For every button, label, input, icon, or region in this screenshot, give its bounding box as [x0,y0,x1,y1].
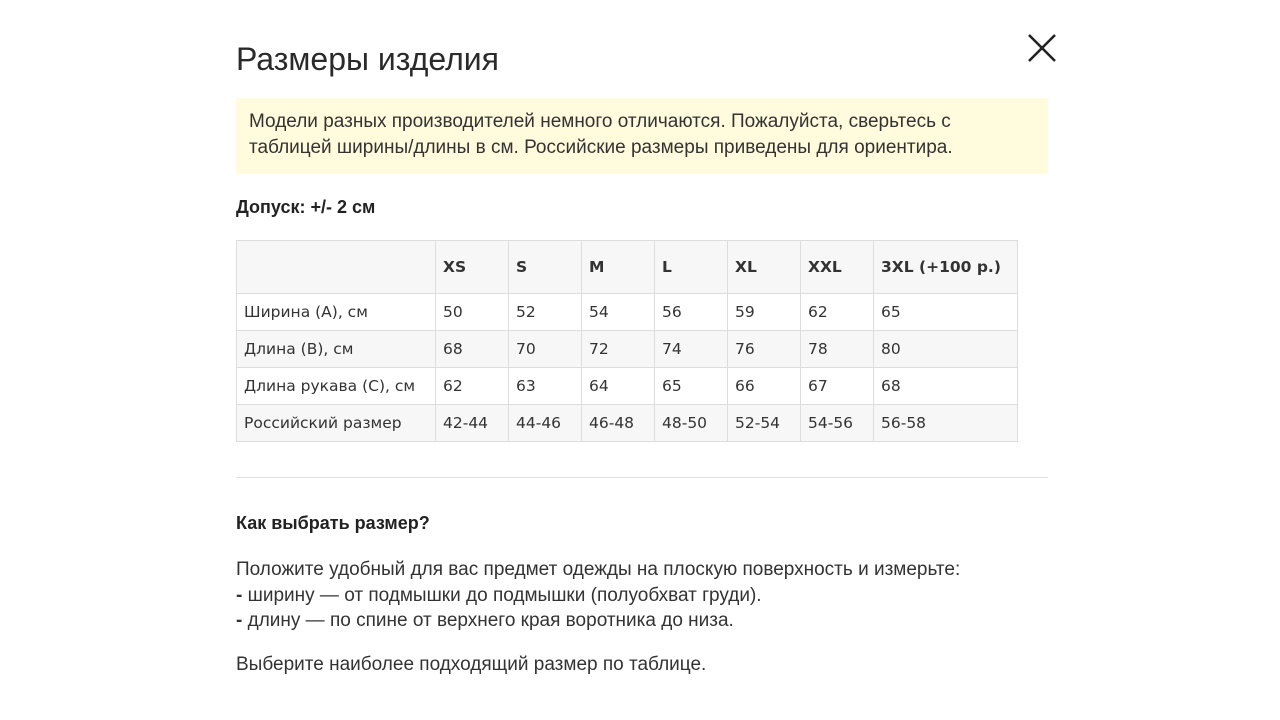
table-cell: 62 [436,368,509,405]
guide-final: Выберите наиболее подходящий размер по таблице. [236,654,707,675]
table-cell: 59 [728,294,801,331]
table-cell: Длина рукава (C), см [237,368,436,405]
list-dash: - [236,584,243,606]
guide-item-text: длину — по спине от верхнего края воротника до низа. [242,610,734,631]
guide-item [236,608,960,634]
table-cell: 48-50 [655,405,728,442]
guide-item-text: ширину — от подмышки до подмышки (полуобхват груди). [242,584,762,606]
guide-item [236,583,960,609]
table-header-cell: M [582,241,655,294]
table-header-cell: XS [436,241,509,294]
table-header-cell: 3XL (+100 р.) [874,241,1018,294]
guide-instructions [236,557,960,634]
table-row [237,405,1018,442]
notice-banner: Модели разных производителей немного отличаются. Пожалуйста, сверьтесь с таблицей ширины/длины в см. Российские размеры приведены для ориентира. [236,98,1048,174]
table-cell: 65 [874,294,1018,331]
table-cell: Длина (B), см [237,331,436,368]
table-cell: 68 [874,368,1018,405]
table-cell: 56 [655,294,728,331]
close-button[interactable] [1026,32,1058,64]
table-header-cell: S [509,241,582,294]
table-cell: 63 [509,368,582,405]
table-header-cell: XXL [801,241,874,294]
table-header-cell: XL [728,241,801,294]
table-header-cell: L [655,241,728,294]
guide-intro: Положите удобный для вас предмет одежды на плоскую поверхность и измерьте: [236,559,961,580]
table-cell: Ширина (A), см [237,294,436,331]
size-chart-modal [236,0,1048,720]
table-cell: 44-46 [509,405,582,442]
table-cell: 74 [655,331,728,368]
close-icon [1026,32,1058,64]
table-cell: 42-44 [436,405,509,442]
table-cell: 72 [582,331,655,368]
table-cell: 76 [728,331,801,368]
table-cell: 50 [436,294,509,331]
table-cell: 54 [582,294,655,331]
guide-title: Как выбрать размер? [236,513,430,533]
table-cell: 56-58 [874,405,1018,442]
tolerance-label: Допуск: +/- 2 см [236,197,376,217]
table-row [237,294,1018,331]
table-cell: 65 [655,368,728,405]
divider [236,477,1048,478]
table-cell: 46-48 [582,405,655,442]
table-cell: 68 [436,331,509,368]
table-cell: 52-54 [728,405,801,442]
table-cell: 78 [801,331,874,368]
table-header-row [237,241,1018,294]
table-cell: 62 [801,294,874,331]
list-dash: - [236,610,243,631]
table-cell: 67 [801,368,874,405]
table-row [237,331,1018,368]
table-cell: Российский размер [237,405,436,442]
table-cell: 80 [874,331,1018,368]
table-cell: 66 [728,368,801,405]
table-cell: 70 [509,331,582,368]
size-table [236,240,1018,442]
page-title: Размеры изделия [236,41,499,77]
table-row [237,368,1018,405]
table-cell: 52 [509,294,582,331]
table-header-cell [237,241,436,294]
table-cell: 64 [582,368,655,405]
table-cell: 54-56 [801,405,874,442]
